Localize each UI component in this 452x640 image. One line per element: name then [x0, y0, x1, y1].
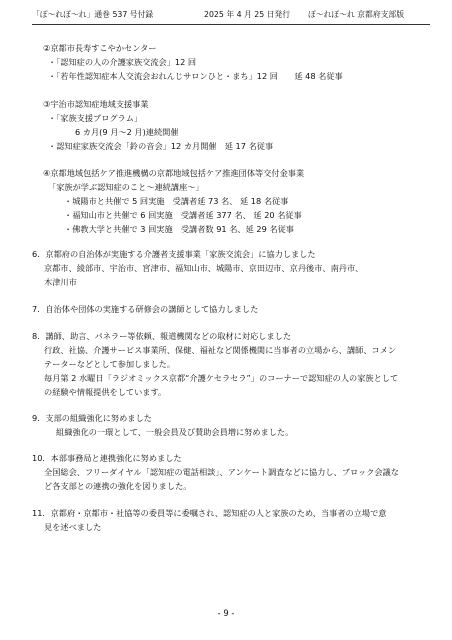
- subsection-heading: ③宇治市認知症地域支援事業: [43, 99, 149, 109]
- section-body: テーターなどとして参加しました。: [44, 359, 176, 369]
- section-body: 全国総会、フリーダイヤル「認知症の電話相談」、アンケート調査などに協力し、ブロック会議な: [44, 467, 399, 477]
- subsection-heading: ④京都地域包括ケア推進機構の京都地域包括ケア推進団体等交付金事業: [43, 168, 305, 178]
- section-heading: 10．本部事務局と連携強化に努めました: [32, 453, 182, 463]
- header-branch: ぽ～れぽ～れ 京都府支部版: [308, 10, 405, 19]
- list-item-detail: ・城陽市と共催で 5 回実施 受講者延 73 名、 延 18 名従事: [64, 196, 289, 206]
- section-heading: 7．自治体や団体の実施する研修会の講師として協力しました: [32, 304, 259, 314]
- section-heading: 6．京都府の自治体が実施する介護者支援事業「家族交流会」に協力しました: [32, 249, 316, 259]
- section-body: 見を述べました: [44, 522, 102, 532]
- section-body: 毎月第 2 水曜日「ラジオミックス京都“介護ケセラセラ”」のコーナーで認知症の人の家族として: [44, 373, 399, 383]
- list-item: ・「認知症の人の介護家族交流会」12 回: [48, 57, 197, 67]
- section-body: 組織強化の一環として、一般会員及び賛助会員増に努めました。: [56, 427, 294, 437]
- list-item-detail: ・佛教大学と共催で 3 回実施 受講者数 91 名、延 29 名従事: [64, 224, 294, 234]
- list-item-detail: ・福知山市と共催で 6 回実施 受講者延 377 名、 延 20 名従事: [64, 210, 302, 220]
- list-item: ・「家族支援プログラム」: [48, 113, 143, 123]
- list-item: ・「若年性認知症本人交流会おれんじサロンひと・まち」12 回 延 48 名従事: [48, 71, 343, 81]
- page-number: - 9 -: [217, 608, 235, 618]
- header-date: 2025 年 4 月 25 日発行: [204, 10, 291, 19]
- section-heading: 11．京都府・京都市・社協等の委員等に委嘱され、認知症の人と家族のため、当事者の立場で意: [32, 508, 387, 518]
- header-issue: 「ぽ～れぽ～れ」通巻 537 号付録: [32, 10, 154, 19]
- subsection-heading: ②京都市長寿すこやかセンター: [43, 43, 157, 53]
- section-heading: 8．講師、助言、パネラー等依頼、報道機関などの取材に対応しました: [32, 331, 292, 341]
- section-body: 木津川市: [44, 277, 77, 287]
- section-body: の経験や情報提供をしています。: [44, 387, 167, 397]
- list-item: ・認知症家族交流会「鈴の音会」12 カ月開催 延 17 名従事: [48, 141, 274, 151]
- list-item: 「家族が学ぶ認知症のこと～連続講座～」: [48, 182, 204, 192]
- section-heading: 9．支部の組織強化に努めました: [32, 413, 152, 423]
- page-header: [32, 9, 432, 21]
- section-body: 京都市、綾部市、宇治市、宮津市、福知山市、城陽市、京田辺市、京丹後市、南丹市、: [44, 263, 364, 273]
- section-body: ど各支部との連携の強化を図りました。: [44, 481, 192, 491]
- list-item-detail: 6 カ月(9 月～2 月)連続開催: [75, 127, 179, 137]
- header-rule: [32, 24, 430, 25]
- section-body: 行政、社協、介護サービス事業所、保健、福祉など関係機関に当事者の立場から、講師、コメン: [44, 345, 397, 355]
